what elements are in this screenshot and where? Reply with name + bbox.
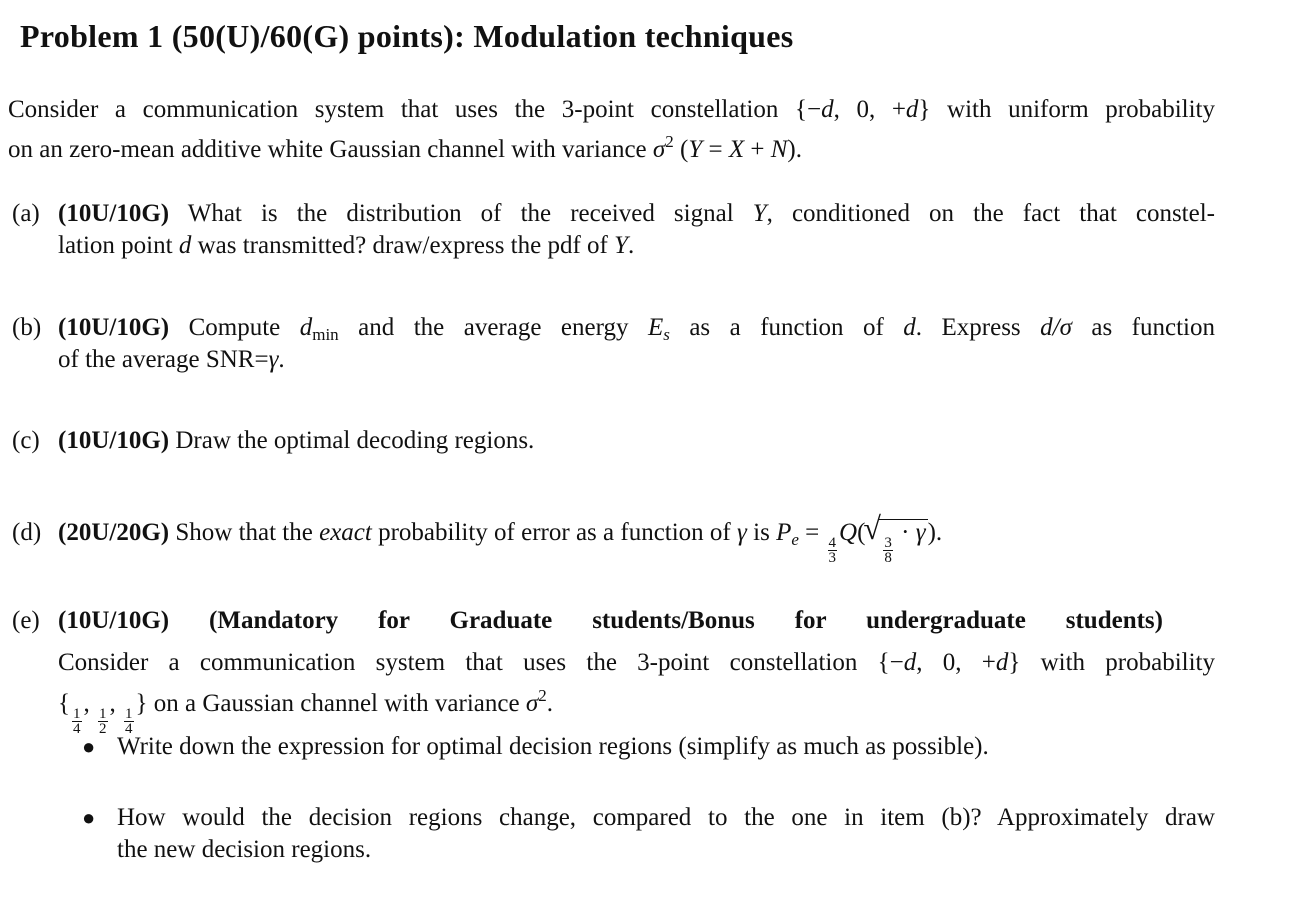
- fraction-denominator: 8: [884, 550, 892, 566]
- fraction-denominator: 2: [99, 721, 107, 737]
- text-run: lation point: [58, 232, 179, 259]
- fraction: [828, 536, 838, 565]
- problem-title: Problem 1 (50(U)/60(G) points): Modulation techniques: [20, 18, 794, 54]
- text-run: , 0, +: [833, 96, 906, 123]
- text-run: , conditioned on the fact that constel-: [766, 200, 1215, 227]
- part-e-heading: [58, 605, 1163, 637]
- superscript: 2: [665, 132, 674, 151]
- part-e-line: [58, 680, 553, 736]
- math-symbol: Y: [752, 200, 767, 227]
- points-label: (10U/10G): [58, 200, 170, 227]
- math-symbol: d: [903, 314, 916, 341]
- text-run: How would the decision regions change, compared to the one in item (b)? Approximately draw: [117, 804, 1215, 831]
- math-symbol: d: [905, 96, 919, 123]
- text-run: ·: [894, 519, 916, 546]
- math-symbol: σ: [525, 690, 539, 717]
- part-d-line: [58, 517, 942, 565]
- fraction-numerator: 1: [73, 706, 81, 722]
- text-run: Consider a communication system that uses the 3-point constellation {−: [8, 96, 822, 123]
- text-run: ,: [83, 690, 96, 717]
- text-run: } with probability: [1008, 649, 1215, 676]
- text-run: } on a Gaussian channel with variance: [135, 690, 526, 717]
- math-symbol: X: [728, 136, 745, 163]
- text-run: as function: [1071, 314, 1215, 341]
- fraction-denominator: 4: [125, 721, 133, 737]
- text-run: +: [744, 136, 771, 163]
- text-run: the new decision regions.: [117, 836, 372, 863]
- text-run: (: [673, 136, 689, 163]
- text-run: of the average SNR=: [58, 346, 269, 373]
- points-label: (20U/20G): [58, 519, 170, 546]
- math-symbol: P: [776, 519, 792, 546]
- text-run: .: [546, 690, 553, 717]
- text-run: as a function of: [669, 314, 904, 341]
- text-run: } with uniform probability: [918, 96, 1215, 123]
- text-run: and the average energy: [338, 314, 648, 341]
- part-c-line: [58, 425, 534, 457]
- math-symbol: N: [770, 136, 788, 163]
- square-root: [879, 519, 927, 565]
- text-run: ,: [109, 690, 122, 717]
- part-d-label: (d): [12, 519, 42, 546]
- part-e-label: (e): [12, 607, 40, 634]
- points-label: (10U/10G) (Mandatory for Graduate students/Bonus for undergraduate students): [58, 607, 1163, 634]
- math-symbol: d: [903, 649, 917, 676]
- text-run: is: [746, 519, 777, 546]
- text-run: probability of error as a function of: [371, 519, 738, 546]
- text-run: What is the distribution of the received signal: [169, 200, 753, 227]
- fraction-numerator: √ 3: [884, 535, 892, 551]
- part-a-label: (a): [12, 200, 40, 227]
- fraction-numerator: 1: [99, 706, 107, 722]
- text-run: ).: [927, 519, 943, 546]
- subscript: s: [663, 325, 670, 344]
- text-run: (: [857, 519, 866, 546]
- bullet-icon: ●: [82, 734, 96, 759]
- subscript: min: [312, 325, 339, 344]
- bullet-icon: ●: [82, 805, 96, 830]
- subscript: e: [791, 530, 799, 549]
- fraction-numerator: 4: [828, 535, 836, 551]
- bullet-item-text: [117, 834, 371, 866]
- fraction-denominator: 4: [73, 721, 81, 737]
- points-label: (10U/10G): [58, 427, 170, 454]
- text-run: , 0, +: [916, 649, 996, 676]
- math-symbol: γ: [268, 346, 279, 373]
- text-run: =: [702, 136, 729, 163]
- intro-line: [8, 94, 1215, 126]
- math-symbol: d: [821, 96, 834, 123]
- fraction: [72, 707, 82, 736]
- math-symbol: γ: [915, 519, 926, 546]
- bullet-item-text: [117, 802, 1215, 834]
- text-run: ).: [787, 136, 802, 163]
- points-label: (10U/10G): [58, 314, 170, 341]
- text-run: =: [798, 519, 826, 546]
- math-symbol: d: [178, 232, 192, 259]
- part-a-line: [58, 198, 1215, 230]
- text-run: {: [58, 690, 70, 717]
- superscript: 2: [538, 686, 547, 705]
- text-run: . Express: [915, 314, 1041, 341]
- text-run: Consider a communication system that uses the 3-point constellation {−: [58, 649, 904, 676]
- fraction-numerator: 1: [125, 706, 133, 722]
- math-symbol: d/σ: [1040, 314, 1072, 341]
- part-c-label: (c): [12, 427, 40, 454]
- part-a-line: [58, 230, 634, 262]
- math-symbol: γ: [737, 519, 747, 546]
- math-symbol: Y: [614, 232, 629, 259]
- math-symbol: σ: [652, 136, 666, 163]
- text-run: was transmitted? draw/express the pdf of: [191, 232, 615, 259]
- text-run: Write down the expression for optimal decision regions (simplify as much as possible).: [117, 733, 989, 760]
- math-symbol: exact: [319, 519, 372, 546]
- fraction: [98, 707, 108, 736]
- math-symbol: Q: [839, 519, 858, 546]
- text-run: Show that the: [169, 519, 320, 546]
- text-run: Compute: [169, 314, 300, 341]
- part-b-line: [58, 344, 285, 376]
- intro-line: [8, 126, 802, 166]
- fraction-denominator: 3: [828, 550, 836, 566]
- part-e-line: [58, 647, 1215, 679]
- text-run: .: [628, 232, 635, 259]
- math-symbol: d: [995, 649, 1009, 676]
- part-b-label: (b): [12, 314, 42, 341]
- bullet-item-text: [117, 731, 989, 763]
- text-run: on an zero-mean additive white Gaussian channel with variance: [8, 136, 653, 163]
- math-symbol: Y: [688, 136, 703, 163]
- text-run: .: [278, 346, 285, 373]
- text-run: Draw the optimal decoding regions.: [169, 427, 535, 454]
- math-symbol: E: [647, 314, 664, 341]
- math-symbol: d: [299, 314, 313, 341]
- fraction: [883, 536, 893, 565]
